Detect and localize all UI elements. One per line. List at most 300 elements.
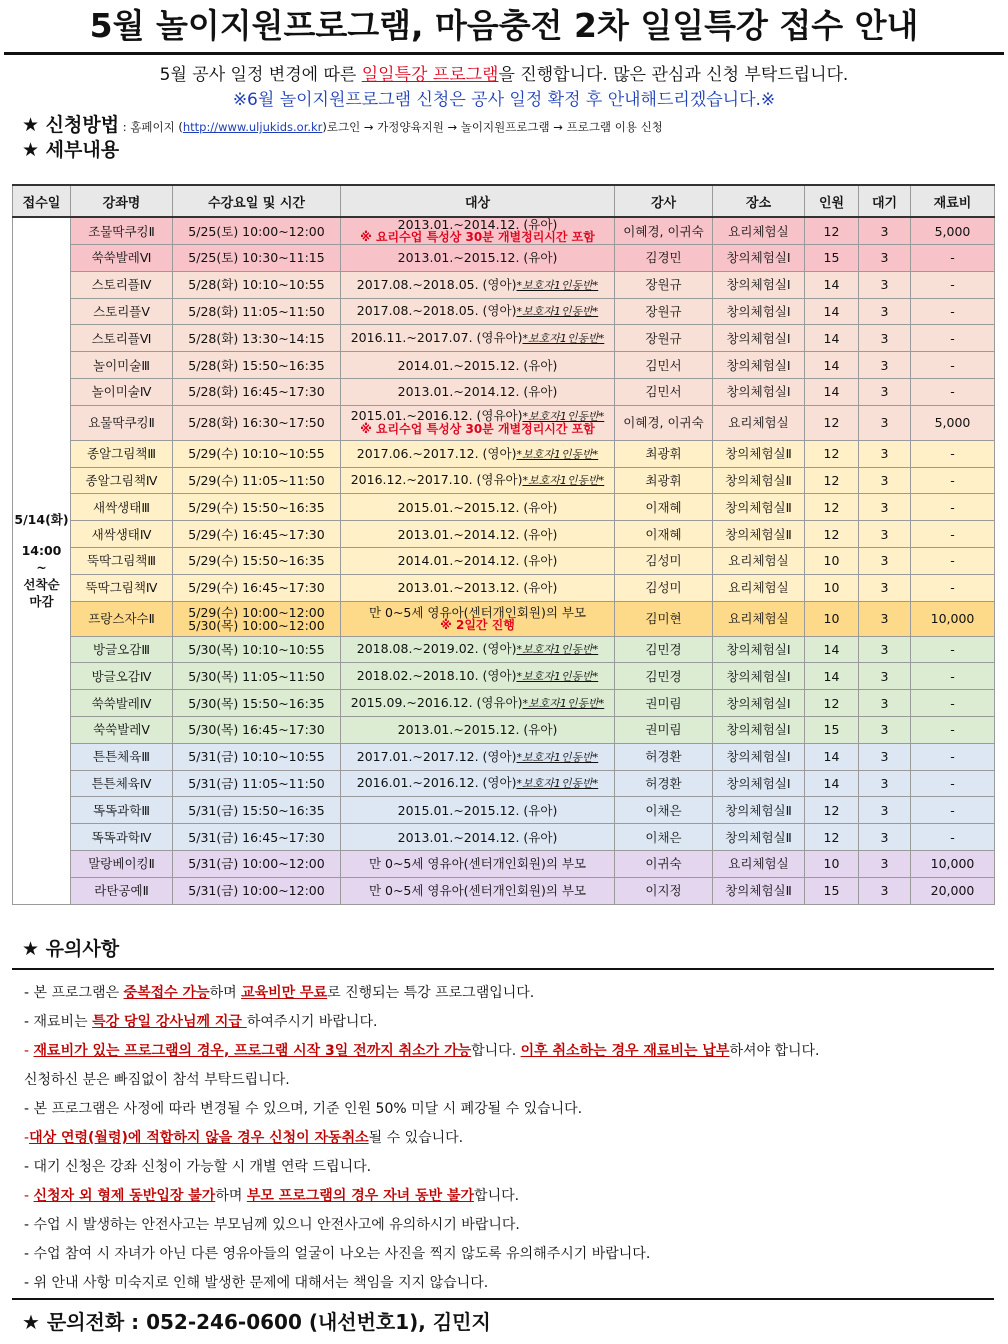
- note-segment: - 재료비는: [24, 1014, 93, 1030]
- target-line: [341, 304, 614, 318]
- note-segment: - 수업 시 발생하는 안전사고는 부모님께 있으니 안전사고에 유의하시기 바랍니다.: [24, 1217, 520, 1233]
- material-fee: -: [911, 245, 995, 272]
- table-row: [13, 378, 995, 405]
- teacher: 이혜경, 이귀숙: [615, 405, 713, 440]
- note-segment: 합니다.: [474, 1188, 520, 1204]
- material-fee: -: [911, 547, 995, 574]
- course-target: [341, 636, 615, 663]
- course-target: [341, 405, 615, 440]
- waitlist: 3: [859, 467, 911, 494]
- material-fee: -: [911, 271, 995, 298]
- course-target: [341, 521, 615, 548]
- course-time: [173, 850, 341, 877]
- material-fee: -: [911, 325, 995, 352]
- note-line: [24, 1098, 820, 1127]
- course-time: [173, 574, 341, 601]
- course-time-line: 5/31(금) 11:05~11:50: [188, 775, 325, 791]
- course-time: [173, 352, 341, 379]
- place: 창의체험실Ⅰ: [713, 743, 805, 770]
- table-row: [13, 770, 995, 797]
- course-time-line: 5/31(금) 16:45~17:30: [188, 829, 325, 845]
- waitlist: 3: [859, 663, 911, 690]
- target-text: 2015.09.~2016.12. (영유아): [350, 695, 523, 711]
- course-name: 조물딱쿠킹Ⅱ: [71, 217, 173, 245]
- course-target: [341, 467, 615, 494]
- course-name: 놀이미술Ⅲ: [71, 352, 173, 379]
- course-time-line: 5/25(토) 10:30~11:15: [188, 250, 325, 266]
- teacher: 최광휘: [615, 467, 713, 494]
- capacity: 14: [805, 378, 859, 405]
- teacher: 이지정: [615, 877, 713, 904]
- table-row: [13, 494, 995, 521]
- notes-heading: ★ 유의사항: [22, 938, 120, 960]
- course-time: [173, 601, 341, 636]
- waitlist: 3: [859, 601, 911, 636]
- course-target: [341, 217, 615, 245]
- course-time-line: 5/30(목) 15:50~16:35: [188, 695, 325, 711]
- course-name: 쑥쑥발레Ⅳ: [71, 690, 173, 717]
- capacity: 15: [805, 245, 859, 272]
- target-text: 2016.11.~2017.07. (영유아): [350, 330, 523, 346]
- target-line: [341, 606, 614, 619]
- table-body: [13, 217, 995, 904]
- capacity: 12: [805, 217, 859, 245]
- course-name: 튼튼체육Ⅳ: [71, 770, 173, 797]
- course-time-line: 5/28(화) 13:30~14:15: [188, 330, 325, 346]
- waitlist: 3: [859, 521, 911, 548]
- target-note: ※ 요리수업 특성상 30분 개별정리시간 포함: [360, 230, 595, 244]
- course-time: [173, 877, 341, 904]
- course-target: [341, 547, 615, 574]
- course-time-line: 5/31(금) 10:10~10:55: [188, 749, 325, 765]
- target-text: 2015.01.~2015.12. (유아): [397, 802, 558, 818]
- teacher: 김성미: [615, 547, 713, 574]
- apply-method: [22, 113, 1008, 137]
- course-target: [341, 824, 615, 851]
- course-time-line: 5/28(화) 11:05~11:50: [188, 303, 325, 319]
- column-header: 인원: [805, 185, 859, 217]
- table-row: [13, 824, 995, 851]
- place: 창의체험실Ⅰ: [713, 716, 805, 743]
- target-line: [341, 831, 614, 844]
- teacher: 김민경: [615, 636, 713, 663]
- column-header: 장소: [713, 185, 805, 217]
- table-row: [13, 440, 995, 467]
- course-target: [341, 743, 615, 770]
- guardian-note: *보호자1인동반*: [522, 410, 605, 424]
- table-row: [13, 405, 995, 440]
- place: 창의체험실Ⅱ: [713, 494, 805, 521]
- target-text: 2013.01.~2014.12. (유아): [397, 384, 558, 400]
- capacity: 12: [805, 797, 859, 824]
- guardian-note: *보호자1인동반*: [516, 670, 599, 684]
- note-segment: 하셔야 합니다.: [729, 1043, 820, 1059]
- table-row: [13, 521, 995, 548]
- table-row: [13, 663, 995, 690]
- teacher: 장원규: [615, 298, 713, 325]
- registration-date-cell: [13, 217, 71, 904]
- course-time: [173, 716, 341, 743]
- place: 창의체험실Ⅰ: [713, 352, 805, 379]
- course-name: 요물딱쿠킹Ⅱ: [71, 405, 173, 440]
- course-time: [173, 378, 341, 405]
- target-line: [341, 723, 614, 736]
- course-time-line: 5/29(수) 10:00~12:00: [188, 604, 325, 620]
- note-segment: 될 수 있습니다.: [368, 1130, 464, 1146]
- course-target: [341, 271, 615, 298]
- capacity: 14: [805, 298, 859, 325]
- target-text: 2017.06.~2017.12. (영아): [356, 445, 517, 461]
- material-fee: -: [911, 824, 995, 851]
- target-line: [341, 642, 614, 656]
- course-name: 새싹생태Ⅲ: [71, 494, 173, 521]
- notes-divider: [12, 968, 994, 970]
- target-line: [341, 501, 614, 514]
- target-text: 만 0~5세 영유아(센터개인회원)의 부모: [368, 856, 587, 872]
- course-name: 스토리플Ⅵ: [71, 325, 173, 352]
- material-fee: -: [911, 521, 995, 548]
- course-target: [341, 663, 615, 690]
- course-time-line: 5/29(수) 15:50~16:35: [188, 499, 325, 515]
- registration-date-line: 14:00: [21, 543, 62, 559]
- capacity: 10: [805, 850, 859, 877]
- capacity: 15: [805, 716, 859, 743]
- waitlist: 3: [859, 574, 911, 601]
- place: 창의체험실Ⅱ: [713, 877, 805, 904]
- target-line: [341, 447, 614, 461]
- intro-line-1: [0, 63, 1008, 87]
- apply-method-heading: ★ 신청방법: [22, 114, 120, 136]
- course-time-line: 5/29(수) 15:50~16:35: [188, 553, 325, 569]
- target-text: 2017.08.~2018.05. (영아): [356, 303, 517, 319]
- course-time-line: 5/28(화) 16:30~17:50: [188, 415, 325, 431]
- table-row: [13, 467, 995, 494]
- table-row: [13, 352, 995, 379]
- target-line: [341, 804, 614, 817]
- teacher: 김민서: [615, 352, 713, 379]
- waitlist: 3: [859, 378, 911, 405]
- guardian-note: *보호자1인동반*: [522, 474, 605, 488]
- place: 요리체험실: [713, 850, 805, 877]
- course-target: [341, 797, 615, 824]
- capacity: 12: [805, 494, 859, 521]
- capacity: 14: [805, 636, 859, 663]
- course-time: [173, 271, 341, 298]
- note-segment: 특강 당일 강사님께 지급: [92, 1014, 247, 1030]
- course-time-line: 5/30(목) 10:00~12:00: [188, 617, 325, 633]
- course-time-line: 5/31(금) 15:50~16:35: [188, 802, 325, 818]
- program-table: [12, 184, 995, 905]
- course-time-line: 5/25(토) 10:00~12:00: [188, 223, 325, 239]
- course-time: [173, 440, 341, 467]
- target-text: 2014.01.~2014.12. (유아): [397, 553, 558, 569]
- waitlist: 3: [859, 690, 911, 717]
- course-name: 똑똑과학Ⅳ: [71, 824, 173, 851]
- note-segment: -: [24, 1043, 34, 1059]
- teacher: 이재혜: [615, 494, 713, 521]
- teacher: 이채은: [615, 824, 713, 851]
- target-line: [341, 669, 614, 683]
- table-row: [13, 797, 995, 824]
- place: 요리체험실: [713, 547, 805, 574]
- teacher: 장원규: [615, 271, 713, 298]
- registration-date-line: ~: [36, 560, 47, 576]
- note-segment: - 본 프로그램은: [24, 985, 124, 1001]
- note-line: [24, 1069, 820, 1098]
- waitlist: 3: [859, 636, 911, 663]
- table-row: [13, 325, 995, 352]
- target-line: [341, 473, 614, 487]
- capacity: 14: [805, 352, 859, 379]
- target-line: [341, 884, 614, 897]
- note-segment: 로 진행되는 특강 프로그램입니다.: [327, 985, 535, 1001]
- waitlist: 3: [859, 405, 911, 440]
- material-fee: -: [911, 663, 995, 690]
- note-line: [24, 1156, 820, 1185]
- target-text: 2013.01.~2013.12. (유아): [397, 580, 558, 596]
- place: 창의체험실Ⅰ: [713, 378, 805, 405]
- course-target: [341, 716, 615, 743]
- target-text: 2018.08.~2019.02. (영아): [356, 641, 517, 657]
- waitlist: 3: [859, 716, 911, 743]
- target-line: [341, 696, 614, 710]
- target-text: 2013.01.~2015.12. (유아): [397, 250, 558, 266]
- column-header: 접수일: [13, 185, 71, 217]
- material-fee: -: [911, 378, 995, 405]
- column-header: 대기: [859, 185, 911, 217]
- material-fee: -: [911, 574, 995, 601]
- table-row: [13, 743, 995, 770]
- table-row: [13, 877, 995, 904]
- note-line: [24, 1127, 820, 1156]
- course-target: [341, 877, 615, 904]
- note-line: [24, 1272, 820, 1301]
- waitlist: 3: [859, 352, 911, 379]
- course-name: 뚝딱그림책Ⅳ: [71, 574, 173, 601]
- material-fee: 5,000: [911, 405, 995, 440]
- material-fee: -: [911, 298, 995, 325]
- target-text: 2013.01.~2014.12. (유아): [397, 217, 558, 232]
- course-target: [341, 690, 615, 717]
- course-time: [173, 521, 341, 548]
- target-text: 2018.02.~2018.10. (영아): [356, 668, 517, 684]
- place: 창의체험실Ⅱ: [713, 797, 805, 824]
- capacity: 12: [805, 521, 859, 548]
- note-segment: - 대기 신청은 강좌 신청이 가능할 시 개별 연락 드립니다.: [24, 1159, 372, 1175]
- guardian-note: *보호자1인동반*: [516, 278, 599, 292]
- material-fee: -: [911, 797, 995, 824]
- target-text: 만 0~5세 영유아(센터개인회원)의 부모: [368, 604, 587, 620]
- teacher: 권미림: [615, 716, 713, 743]
- registration-date-line: 선착순: [23, 577, 60, 593]
- note-segment: 신청하신 분은 빠짐없이 참석 부탁드립니다.: [24, 1072, 290, 1088]
- waitlist: 3: [859, 245, 911, 272]
- capacity: 10: [805, 601, 859, 636]
- place: 요리체험실: [713, 601, 805, 636]
- teacher: 김성미: [615, 574, 713, 601]
- table-row: [13, 298, 995, 325]
- homepage-link[interactable]: http://www.uljukids.or.kr: [182, 120, 323, 134]
- waitlist: 3: [859, 494, 911, 521]
- target-line: [341, 750, 614, 764]
- target-text: 2015.01.~2016.12. (영유아): [350, 408, 523, 424]
- note-segment: 하며: [209, 985, 242, 1001]
- course-name: 똑똑과학Ⅲ: [71, 797, 173, 824]
- waitlist: 3: [859, 325, 911, 352]
- teacher: 허경환: [615, 743, 713, 770]
- teacher: 이채은: [615, 797, 713, 824]
- table-row: [13, 636, 995, 663]
- course-time: [173, 494, 341, 521]
- course-name: 종알그림책Ⅲ: [71, 440, 173, 467]
- target-line: [341, 776, 614, 790]
- waitlist: 3: [859, 824, 911, 851]
- material-fee: 10,000: [911, 601, 995, 636]
- target-text: 2014.01.~2015.12. (유아): [397, 357, 558, 373]
- target-line: [341, 251, 614, 264]
- note-segment: 중복접수 가능: [123, 985, 210, 1001]
- capacity: 12: [805, 467, 859, 494]
- material-fee: -: [911, 440, 995, 467]
- target-text: 2016.01.~2016.12. (영아): [356, 775, 517, 791]
- waitlist: 3: [859, 547, 911, 574]
- target-text: 만 0~5세 영유아(센터개인회원)의 부모: [368, 883, 587, 899]
- capacity: 10: [805, 574, 859, 601]
- course-time: [173, 405, 341, 440]
- material-fee: 10,000: [911, 850, 995, 877]
- place: 창의체험실Ⅰ: [713, 271, 805, 298]
- target-line: [341, 528, 614, 541]
- contact-divider: [12, 1298, 994, 1300]
- guardian-note: *보호자1인동반*: [516, 643, 599, 657]
- place: 창의체험실Ⅰ: [713, 325, 805, 352]
- note-line: [24, 1040, 820, 1069]
- note-segment: - 위 안내 사항 미숙지로 인해 발생한 문제에 대해서는 책임을 지지 않습니다.: [24, 1275, 489, 1291]
- course-name: 라탄공예Ⅱ: [71, 877, 173, 904]
- course-time: [173, 743, 341, 770]
- course-name: 프랑스자수Ⅱ: [71, 601, 173, 636]
- course-name: 말랑베이킹Ⅱ: [71, 850, 173, 877]
- table-row: [13, 690, 995, 717]
- note-line: [24, 1214, 820, 1243]
- capacity: 12: [805, 440, 859, 467]
- course-time: [173, 547, 341, 574]
- note-segment: 합니다.: [471, 1043, 521, 1059]
- column-header: 재료비: [911, 185, 995, 217]
- course-target: [341, 574, 615, 601]
- note-segment: - 본 프로그램은 사정에 따라 변경될 수 있으며, 기준 인원 50% 미달 시 폐강될 수 있습니다.: [24, 1101, 583, 1117]
- place: 요리체험실: [713, 405, 805, 440]
- teacher: 이혜경, 이귀숙: [615, 217, 713, 245]
- target-line: [341, 581, 614, 594]
- place: 창의체험실Ⅰ: [713, 663, 805, 690]
- course-time-line: 5/30(목) 10:10~10:55: [188, 641, 325, 657]
- guardian-note: *보호자1인동반*: [516, 777, 599, 791]
- place: 창의체험실Ⅱ: [713, 440, 805, 467]
- course-time-line: 5/29(수) 16:45~17:30: [188, 526, 325, 542]
- notes-list: [24, 982, 820, 1301]
- registration-date-line: 마감: [29, 594, 54, 610]
- course-target: [341, 494, 615, 521]
- guardian-note: *보호자1인동반*: [522, 332, 605, 346]
- place: 창의체험실Ⅱ: [713, 824, 805, 851]
- material-fee: -: [911, 716, 995, 743]
- course-time: [173, 217, 341, 245]
- material-fee: -: [911, 352, 995, 379]
- course-target: [341, 770, 615, 797]
- place: 창의체험실Ⅰ: [713, 636, 805, 663]
- target-line: [341, 554, 614, 567]
- course-name: 스토리플Ⅳ: [71, 271, 173, 298]
- apply-method-post: )로그인 → 가정양육지원 → 놀이지원프로그램 → 프로그램 이용 신청: [322, 120, 663, 134]
- teacher: 장원규: [615, 325, 713, 352]
- note-segment: -: [24, 1188, 34, 1204]
- table-row: [13, 716, 995, 743]
- course-target: [341, 440, 615, 467]
- material-fee: -: [911, 690, 995, 717]
- course-name: 튼튼체육Ⅲ: [71, 743, 173, 770]
- waitlist: 3: [859, 271, 911, 298]
- capacity: 14: [805, 770, 859, 797]
- target-note: ※ 2일간 진행: [440, 617, 515, 632]
- course-name: 방글오감Ⅲ: [71, 636, 173, 663]
- course-name: 쑥쑥발레Ⅵ: [71, 245, 173, 272]
- target-text: 2017.08.~2018.05. (영아): [356, 276, 517, 292]
- course-target: [341, 378, 615, 405]
- note-segment: 하며: [215, 1188, 247, 1204]
- place: 창의체험실Ⅰ: [713, 245, 805, 272]
- table-row: [13, 245, 995, 272]
- table-header-row: [13, 185, 995, 217]
- column-header: 강좌명: [71, 185, 173, 217]
- teacher: 김민서: [615, 378, 713, 405]
- table-row: [13, 574, 995, 601]
- note-segment: -: [24, 1130, 30, 1146]
- material-fee: 20,000: [911, 877, 995, 904]
- material-fee: -: [911, 636, 995, 663]
- material-fee: -: [911, 770, 995, 797]
- table-row: [13, 217, 995, 245]
- course-time-line: 5/28(화) 15:50~16:35: [188, 357, 325, 373]
- course-target: [341, 352, 615, 379]
- note-line: [24, 1243, 820, 1272]
- note-segment: - 수업 참여 시 자녀가 아닌 다른 영유아들의 얼굴이 나오는 사진을 찍지 않도록 유의해주시기 바랍니다.: [24, 1246, 651, 1262]
- column-header: 강사: [615, 185, 713, 217]
- course-time: [173, 636, 341, 663]
- course-time: [173, 797, 341, 824]
- target-text: 2013.01.~2014.12. (유아): [397, 526, 558, 542]
- note-segment: 교육비만 무료: [241, 985, 328, 1001]
- course-name: 새싹생태Ⅳ: [71, 521, 173, 548]
- place: 창의체험실Ⅰ: [713, 770, 805, 797]
- course-name: 방글오감Ⅳ: [71, 663, 173, 690]
- capacity: 10: [805, 547, 859, 574]
- course-time-line: 5/30(목) 16:45~17:30: [188, 722, 325, 738]
- target-line: [341, 278, 614, 292]
- course-time: [173, 824, 341, 851]
- target-line: [341, 857, 614, 870]
- column-header: 수강요일 및 시간: [173, 185, 341, 217]
- target-line: [341, 331, 614, 345]
- course-name: 놀이미술Ⅳ: [71, 378, 173, 405]
- course-target: [341, 850, 615, 877]
- note-segment: 하여주시기 바랍니다.: [246, 1014, 378, 1030]
- contact-info: ★ 문의전화 : 052-246-0600 (내선번호1), 김민지: [22, 1310, 491, 1334]
- course-target: [341, 325, 615, 352]
- material-fee: -: [911, 467, 995, 494]
- target-text: 2016.12.~2017.10. (영유아): [350, 472, 523, 488]
- course-time: [173, 467, 341, 494]
